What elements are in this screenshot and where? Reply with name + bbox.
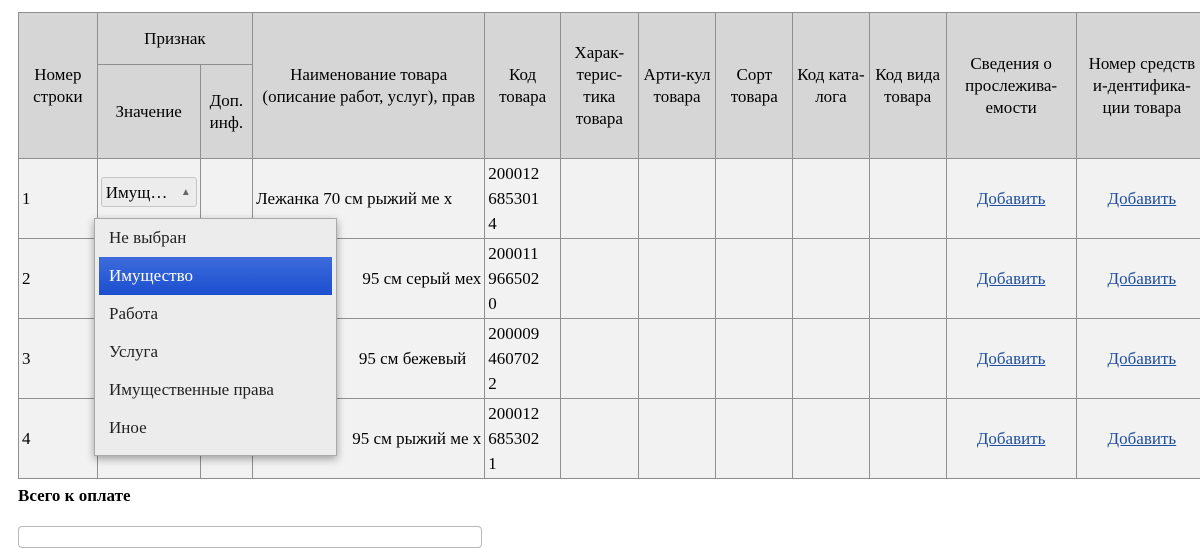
code-part: 0 bbox=[488, 291, 557, 316]
code-part: 200011 bbox=[488, 241, 557, 266]
code-part: 460702 bbox=[488, 346, 557, 371]
article-cell[interactable] bbox=[638, 319, 716, 399]
code-part: 200009 bbox=[488, 321, 557, 346]
dropdown-option-property-rights[interactable]: Имущественные права bbox=[95, 371, 336, 409]
value-select-text: Имущ… bbox=[106, 180, 168, 205]
row-number: 3 bbox=[19, 319, 98, 399]
add-ident-link[interactable]: Добавить bbox=[1108, 189, 1177, 208]
sort-cell[interactable] bbox=[716, 159, 793, 239]
tracking-cell bbox=[946, 159, 1076, 239]
header-kind-code: Код вида товара bbox=[869, 13, 946, 159]
code-cell bbox=[485, 399, 561, 479]
row-number: 1 bbox=[19, 159, 98, 239]
dropdown-option-not-selected[interactable]: Не выбран bbox=[95, 219, 336, 257]
code-part: 1 bbox=[488, 451, 557, 476]
dropdown-option-property[interactable]: Имущество bbox=[99, 257, 332, 295]
chevron-up-icon: ▲ bbox=[181, 180, 191, 205]
header-extra: Доп. инф. bbox=[200, 65, 252, 159]
characteristic-cell[interactable] bbox=[560, 399, 638, 479]
catalog-code-cell[interactable] bbox=[793, 159, 870, 239]
article-cell[interactable] bbox=[638, 159, 716, 239]
row-number: 2 bbox=[19, 239, 98, 319]
name-cell: Лежанка 70 см рыжий ме х bbox=[253, 159, 485, 239]
article-cell[interactable] bbox=[638, 239, 716, 319]
dropdown-option-service[interactable]: Услуга bbox=[95, 333, 336, 371]
code-part: 685302 bbox=[488, 426, 557, 451]
add-ident-link[interactable]: Добавить bbox=[1108, 429, 1177, 448]
kind-code-cell[interactable] bbox=[869, 319, 946, 399]
header-ident: Номер средств и-дентифика-ции товара bbox=[1076, 13, 1200, 159]
catalog-code-cell[interactable] bbox=[793, 239, 870, 319]
ident-cell bbox=[1076, 399, 1200, 479]
kind-code-cell[interactable] bbox=[869, 399, 946, 479]
value-select[interactable] bbox=[101, 177, 197, 207]
add-tracking-link[interactable]: Добавить bbox=[977, 429, 1046, 448]
add-ident-link[interactable]: Добавить bbox=[1108, 349, 1177, 368]
name-cell: 95 см рыжий ме х bbox=[253, 399, 485, 479]
ident-cell bbox=[1076, 239, 1200, 319]
total-field[interactable] bbox=[18, 526, 482, 548]
kind-code-cell[interactable] bbox=[869, 239, 946, 319]
name-cell: 95 см бежевый bbox=[253, 319, 485, 399]
code-part: 2 bbox=[488, 371, 557, 396]
header-characteristic: Харак-терис-тика товара bbox=[560, 13, 638, 159]
characteristic-cell[interactable] bbox=[560, 239, 638, 319]
add-tracking-link[interactable]: Добавить bbox=[977, 269, 1046, 288]
header-code: Код товара bbox=[485, 13, 561, 159]
kind-code-cell[interactable] bbox=[869, 159, 946, 239]
dropdown-option-work[interactable]: Работа bbox=[95, 295, 336, 333]
header-attribute: Признак bbox=[97, 13, 252, 65]
code-cell bbox=[485, 319, 561, 399]
total-label: Всего к оплате bbox=[18, 486, 131, 506]
article-cell[interactable] bbox=[638, 399, 716, 479]
header-row-number: Номер строки bbox=[19, 13, 98, 159]
value-dropdown-menu bbox=[94, 218, 337, 456]
code-part: 4 bbox=[488, 211, 557, 236]
ident-cell bbox=[1076, 159, 1200, 239]
header-name: Наименование товара (описание работ, услуг), прав bbox=[253, 13, 485, 159]
code-part: 200012 bbox=[488, 161, 557, 186]
header-catalog-code: Код ката-лога bbox=[793, 13, 870, 159]
add-ident-link[interactable]: Добавить bbox=[1108, 269, 1177, 288]
header-value: Значение bbox=[97, 65, 200, 159]
add-tracking-link[interactable]: Добавить bbox=[977, 189, 1046, 208]
row-number: 4 bbox=[19, 399, 98, 479]
sort-cell[interactable] bbox=[716, 239, 793, 319]
tracking-cell bbox=[946, 399, 1076, 479]
header-article: Арти-кул товара bbox=[638, 13, 716, 159]
catalog-code-cell[interactable] bbox=[793, 319, 870, 399]
code-cell bbox=[485, 239, 561, 319]
add-tracking-link[interactable]: Добавить bbox=[977, 349, 1046, 368]
code-part: 200012 bbox=[488, 401, 557, 426]
tracking-cell bbox=[946, 239, 1076, 319]
header-tracking: Сведения о прослежива-емости bbox=[946, 13, 1076, 159]
code-cell bbox=[485, 159, 561, 239]
ident-cell bbox=[1076, 319, 1200, 399]
code-part: 685301 bbox=[488, 186, 557, 211]
name-cell: 95 см серый мех bbox=[253, 239, 485, 319]
characteristic-cell[interactable] bbox=[560, 159, 638, 239]
catalog-code-cell[interactable] bbox=[793, 399, 870, 479]
sort-cell[interactable] bbox=[716, 399, 793, 479]
code-part: 966502 bbox=[488, 266, 557, 291]
dropdown-option-other[interactable]: Иное bbox=[95, 409, 336, 447]
characteristic-cell[interactable] bbox=[560, 319, 638, 399]
header-sort: Сорт товара bbox=[716, 13, 793, 159]
sort-cell[interactable] bbox=[716, 319, 793, 399]
tracking-cell bbox=[946, 319, 1076, 399]
